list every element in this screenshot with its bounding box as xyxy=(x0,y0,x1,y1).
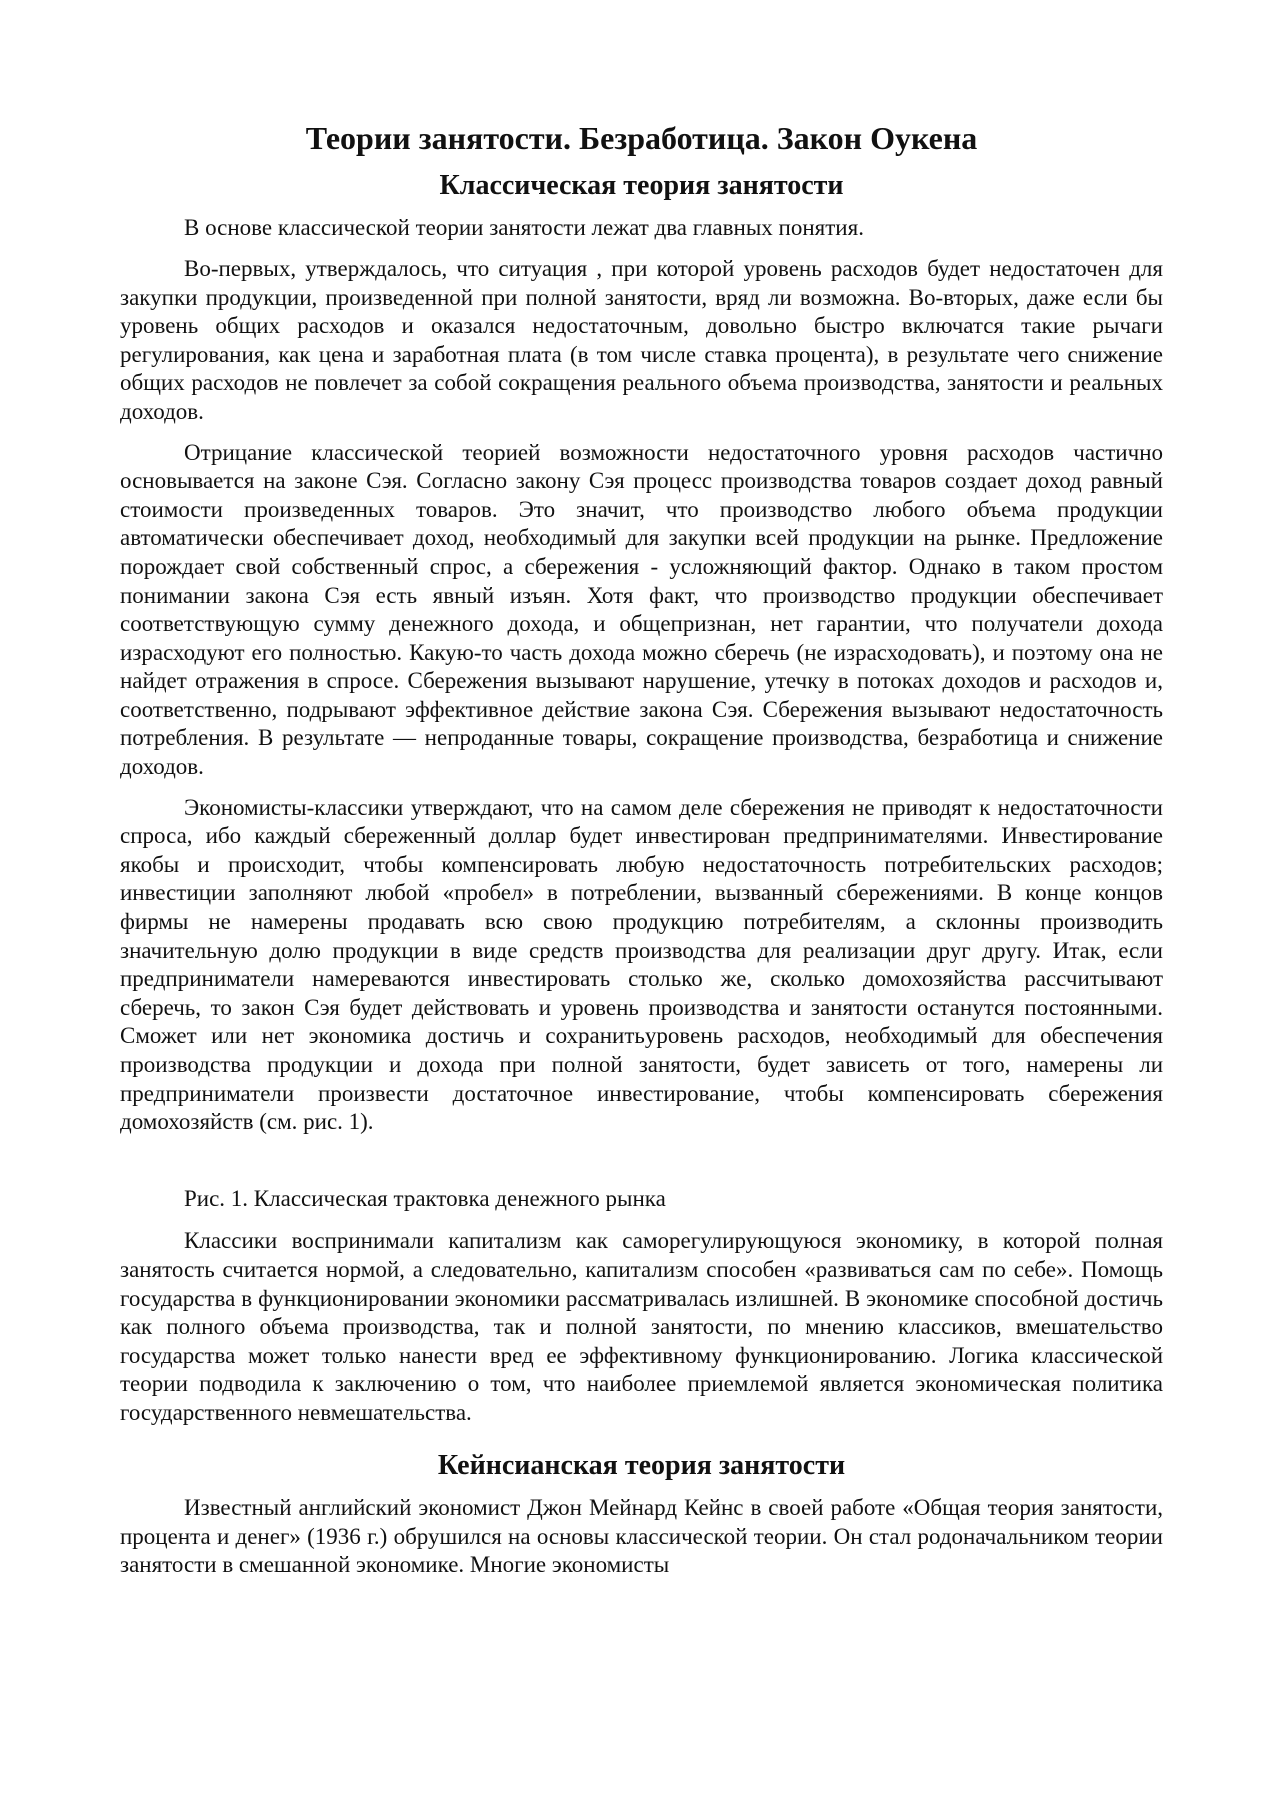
document-title: Теории занятости. Безработица. Закон Оукена xyxy=(305,120,978,156)
paragraph: Классики воспринимали капитализм как саморегулирующуюся экономику, в которой полная занятость считается нормой, а следовательно, капитализм способен «развиваться сам по себе». Помощь государства в функционировании экономики рассматривалась излишней. В экономике способной достичь как полного объема производства, так и полной занятости, по мнению классиков, вмешательство государства может только нанести вред ее эффективному функционированию. Логика классической теории подводила к заключению о том, что наиболее приемлемой является экономическая политика государственного невмешательства. xyxy=(120,1228,1163,1425)
section-heading-classical: Классическая теория занятости xyxy=(439,170,844,201)
paragraph: Экономисты-классики утверждают, что на самом деле сбережения не приводят к недостаточности спроса, ибо каждый сбереженный доллар будет инвестирован предпринимателями. Инвестирование якобы и происходит, чтобы компенсировать любую недостаточность потребительских расходов; инвестиции заполняют любой «пробел» в потреблении, вызванный сбережениями. В конце концов фирмы не намерены продавать всю свою продукцию потребителям, а склонны производить значительную долю продукции в виде средств производства для реализации друг другу. Итак, если предприниматели намереваются инвестировать столько же, сколько домохозяйства рассчитывают сберечь, то закон Сэя будет действовать и уровень производства и занятости останутся постоянными. Сможет или нет экономика достичь и сохранитьуровень расходов, необходимый для обеспечения производства продукции и дохода при полной занятости, будет зависеть от того, намерены ли предприниматели произвести достаточное инвестирование, чтобы компенсировать сбережения домохозяйств (см. рис. 1). xyxy=(120,794,1163,1135)
paragraph: Известный английский экономист Джон Мейнард Кейнс в своей работе «Общая теория занятости, процента и денег» (1936 г.) обрушился на основы классической теории. Он стал родоначальником теории занятости в смешанной экономике. Многие экономисты xyxy=(120,1494,1163,1578)
figure-caption: Рис. 1. Классическая трактовка денежного рынка xyxy=(184,1185,666,1211)
paragraph: В основе классической теории занятости лежат два главных понятия. xyxy=(184,215,864,241)
paragraph: Во-первых, утверждалось, что ситуация , при которой уровень расходов будет недостаточен для закупки продукции, произведенной при полной занятости, вряд ли возможна. Во-вторых, даже если бы уровень общих расходов и оказался недостаточным, довольно быстро включатся такие рычаги регулирования, как цена и заработная плата (в том числе ставка процента), в результате чего снижение общих расходов не повлечет за собой сокращения реального объема производства, занятости и реальных доходов. xyxy=(120,255,1163,424)
document-page xyxy=(120,118,1163,1592)
paragraph: Отрицание классической теорией возможности недостаточного уровня расходов частично основывается на законе Сэя. Согласно закону Сэя процесс производства товаров создает доход равный стоимости произведенных товаров. Это значит, что производство любого объема продукции автоматически обеспечивает доход, необходимый для закупки всей продукции на рынке. Предложение порождает свой собственный спрос, а сбережения - усложняющий фактор. Однако в таком простом понимании закона Сэя есть явный изъян. Хотя факт, что производство продукции обеспечивает соответствующую сумму денежного дохода, и общепризнан, нет гарантии, что получатели дохода израсходуют его полностью. Какую-то часть дохода можно сберечь (не израсходовать), и поэтому она не найдет отражения в спросе. Сбережения вызывают нарушение, утечку в потоках доходов и расходов и, соответственно, подрывают эффективное действие закона Сэя. Сбережения вызывают недостаточность потребления. В результате — непроданные товары, сокращение производства, безработица и снижение доходов. xyxy=(120,439,1163,780)
section-heading-keynesian: Кейнсианская теория занятости xyxy=(437,1449,846,1481)
